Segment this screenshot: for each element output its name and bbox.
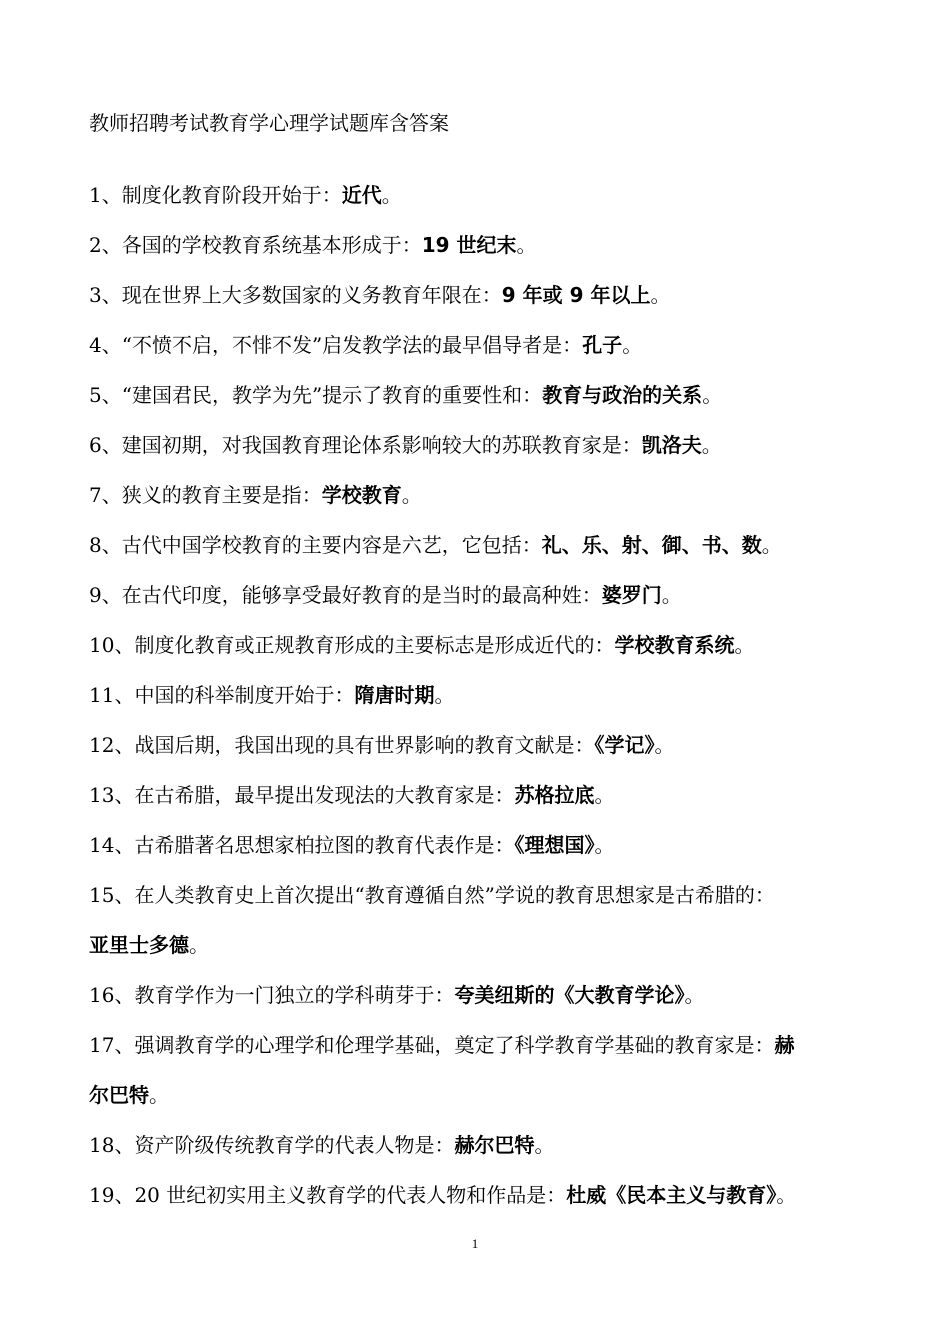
answer-text: 亚里士多德 [89, 933, 189, 957]
question-line [89, 620, 879, 670]
punctuation: 。 [701, 433, 722, 457]
question-text: 10、制度化教育或正规教育形成的主要标志是形成近代的： [89, 633, 615, 657]
question-line [89, 170, 879, 220]
answer-text: 尔巴特 [89, 1083, 149, 1107]
question-text: 4、“不愤不启，不悱不发”启发教学法的最早倡导者是： [89, 333, 583, 357]
question-text: 11、中国的科举制度开始于： [89, 683, 355, 707]
question-line [89, 820, 879, 870]
question-line [89, 970, 879, 1020]
answer-text: 婆罗门 [601, 583, 662, 607]
answer-text: 学校教育 [321, 483, 402, 507]
punctuation: 。 [149, 1083, 169, 1107]
answer-text: 孔子 [582, 333, 623, 357]
question-line [89, 670, 879, 720]
question-line [89, 520, 879, 570]
question-text: 7、狭义的教育主要是指： [89, 483, 322, 507]
answer-text: 《理想国》 [514, 833, 595, 857]
question-text: 17、强调教育学的心理学和伦理学基础，奠定了科学教育学基础的教育家是： [89, 1033, 775, 1057]
answer-text: 杜威《民本主义与教育》 [566, 1183, 777, 1207]
question-text: 16、教育学作为一门独立的学科萌芽于： [89, 983, 455, 1007]
question-line [89, 220, 879, 270]
punctuation: 。 [650, 283, 671, 307]
answer-text: 9 年或 9 年以上 [501, 283, 651, 307]
punctuation: 。 [594, 783, 615, 807]
punctuation: 。 [401, 483, 422, 507]
punctuation: 。 [381, 183, 402, 207]
answer-text: 礼、乐、射、御、书、数 [541, 533, 762, 557]
question-line [89, 470, 879, 520]
answer-text: 赫 [774, 1033, 795, 1057]
answer-text: 夸美纽斯的《大教育学论》 [454, 983, 685, 1007]
question-text: 8、古代中国学校教育的主要内容是六艺，它包括： [89, 533, 542, 557]
punctuation: 。 [702, 383, 723, 407]
question-line [89, 1170, 879, 1220]
question-line [89, 870, 879, 920]
question-text: 6、建国初期，对我国教育理论体系影响较大的苏联教育家是： [89, 433, 642, 457]
question-line [89, 270, 879, 320]
page-number: 1 [471, 1236, 479, 1251]
question-line [89, 570, 879, 620]
answer-text: 凯洛夫 [641, 433, 702, 457]
answer-text: 赫尔巴特 [454, 1133, 535, 1157]
answer-text: 隋唐时期 [354, 683, 435, 707]
question-text: 14、古希腊著名思想家柏拉图的教育代表作是： [89, 833, 515, 857]
question-text: 19、20 世纪初实用主义教育学的代表人物和作品是： [89, 1183, 567, 1207]
answer-text: 《学记》 [594, 733, 655, 757]
punctuation: 。 [661, 583, 682, 607]
question-line [89, 720, 879, 770]
page-title: 教师招聘考试教育学心理学试题库含答案 [89, 111, 449, 135]
punctuation: 。 [594, 833, 615, 857]
question-text: 13、在古希腊，最早提出发现法的大教育家是： [89, 783, 515, 807]
punctuation: 。 [189, 933, 209, 957]
question-list [89, 170, 879, 1220]
question-line [89, 920, 879, 970]
answer-text: 教育与政治的关系 [542, 383, 703, 407]
answer-text: 19 世纪末 [421, 233, 517, 257]
punctuation: 。 [761, 533, 782, 557]
answer-text: 近代 [341, 183, 382, 207]
punctuation: 。 [654, 733, 675, 757]
punctuation: 。 [734, 633, 755, 657]
punctuation: 。 [516, 233, 537, 257]
question-line [89, 420, 879, 470]
question-text: 3、现在世界上大多数国家的义务教育年限在： [89, 283, 502, 307]
question-line [89, 770, 879, 820]
answer-text: 学校教育系统 [614, 633, 735, 657]
question-line [89, 1070, 879, 1120]
question-line [89, 320, 879, 370]
question-text: 5、“建国君民，教学为先”提示了教育的重要性和： [89, 383, 543, 407]
question-text: 12、战国后期，我国出现的具有世界影响的教育文献是： [89, 733, 595, 757]
question-text: 15、在人类教育史上首次提出“教育遵循自然”学说的教育思想家是古希腊的： [89, 883, 775, 907]
question-text: 9、在古代印度，能够享受最好教育的是当时的最高种姓： [89, 583, 602, 607]
punctuation: 。 [434, 683, 455, 707]
punctuation: 。 [684, 983, 705, 1007]
question-line [89, 370, 879, 420]
punctuation: 。 [776, 1183, 797, 1207]
question-text: 2、各国的学校教育系统基本形成于： [89, 233, 422, 257]
question-text: 18、资产阶级传统教育学的代表人物是： [89, 1133, 455, 1157]
question-line [89, 1120, 879, 1170]
question-text: 1、制度化教育阶段开始于： [89, 183, 342, 207]
answer-text: 苏格拉底 [514, 783, 595, 807]
question-line [89, 1020, 879, 1070]
punctuation: 。 [622, 333, 643, 357]
punctuation: 。 [534, 1133, 555, 1157]
